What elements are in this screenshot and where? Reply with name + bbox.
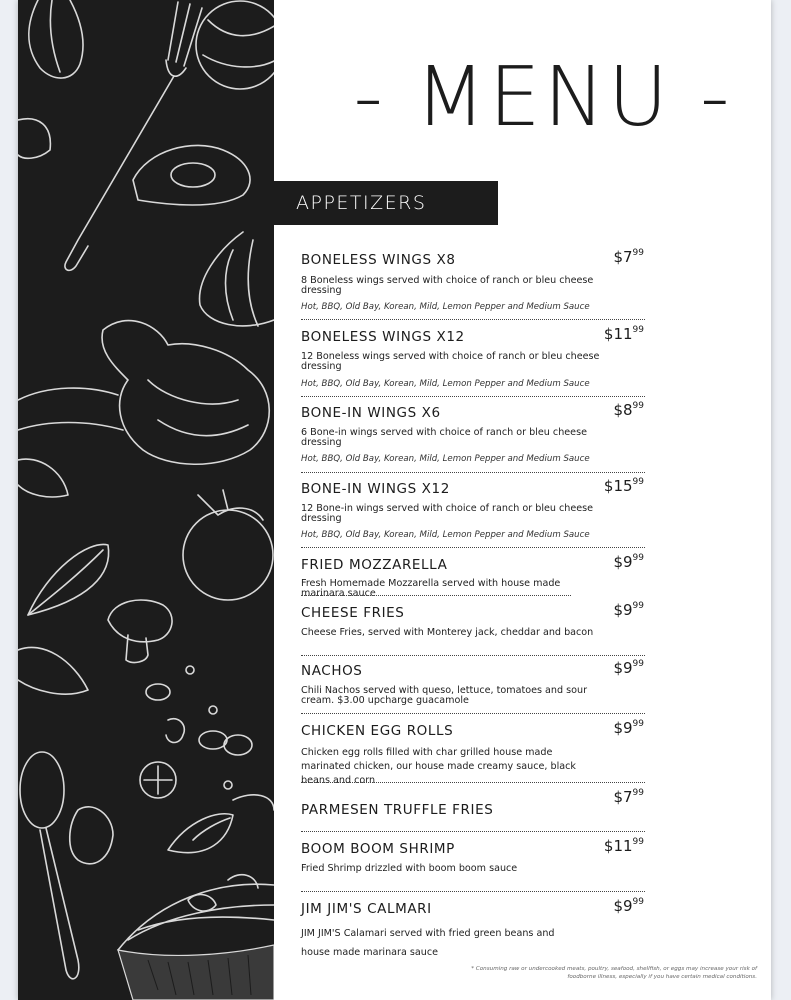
price-cents: 99 [632, 837, 644, 847]
item-description: Fried Shrimp drizzled with boom boom sauce [301, 863, 518, 874]
item-divider [301, 319, 645, 320]
item-divider [301, 891, 645, 892]
item-price [604, 837, 644, 855]
price-dollars: $9 [613, 897, 633, 915]
section-header-appetizers [274, 181, 498, 225]
item-price [604, 477, 644, 495]
menu-title: - MENU - [353, 50, 733, 145]
item-price [613, 248, 644, 266]
item-description: Chicken egg rolls filled with char grilled house made marinated chicken, our house made creamy sauce, black beans and corn [301, 747, 576, 786]
item-divider [301, 595, 571, 596]
price-cents: 99 [632, 788, 644, 798]
item-name: BONE-IN WINGS X12 [301, 481, 450, 497]
item-price [613, 719, 644, 737]
price-cents: 99 [632, 477, 644, 487]
item-name: BOOM BOOM SHRIMP [301, 841, 455, 857]
item-description: 8 Boneless wings served with choice of ranch or bleu cheese dressing [301, 275, 594, 296]
price-cents: 99 [632, 248, 644, 258]
price-dollars: $7 [613, 248, 633, 266]
price-dollars: $11 [603, 837, 633, 855]
item-name: BONELESS WINGS X12 [301, 329, 465, 345]
item-price [613, 897, 644, 915]
item-divider [301, 396, 645, 397]
item-divider [301, 713, 645, 714]
price-cents: 99 [632, 553, 644, 563]
price-dollars: $9 [613, 601, 633, 619]
menu-sheet [18, 0, 771, 1000]
price-dollars: $15 [603, 477, 633, 495]
item-name: FRIED MOZZARELLA [301, 557, 448, 573]
item-price [604, 325, 644, 343]
section-label: APPETIZERS [296, 192, 427, 214]
price-dollars: $9 [613, 719, 633, 737]
item-price [613, 553, 644, 571]
price-cents: 99 [632, 659, 644, 669]
item-price [613, 601, 644, 619]
item-sauces: Hot, BBQ, Old Bay, Korean, Mild, Lemon Pepper and Medium Sauce [301, 302, 590, 312]
price-cents: 99 [632, 325, 644, 335]
food-illustration [18, 0, 274, 1000]
item-name: CHEESE FRIES [301, 605, 405, 621]
price-cents: 99 [632, 401, 644, 411]
item-sauces: Hot, BBQ, Old Bay, Korean, Mild, Lemon Pepper and Medium Sauce [301, 530, 590, 540]
price-dollars: $11 [603, 325, 633, 343]
item-sauces: Hot, BBQ, Old Bay, Korean, Mild, Lemon Pepper and Medium Sauce [301, 454, 590, 464]
item-description: Fresh Homemade Mozzarella served with house made marinara sauce [301, 578, 561, 599]
price-cents: 99 [632, 719, 644, 729]
price-cents: 99 [632, 601, 644, 611]
food-sketch-panel [18, 0, 274, 1000]
item-price [613, 788, 644, 806]
item-divider [301, 831, 645, 832]
price-dollars: $9 [613, 553, 633, 571]
item-divider [301, 655, 645, 656]
item-name: BONE-IN WINGS X6 [301, 405, 441, 421]
item-name: PARMESEN TRUFFLE FRIES [301, 802, 494, 818]
item-description: Chili Nachos served with queso, lettuce, tomatoes and sour cream. $3.00 upcharge guacamole [301, 685, 588, 706]
food-safety-footnote: * Consuming raw or undercooked meats, poultry, seafood, shellfish, or eggs may increase your risk of foodborne illness, especially if you have certain medical conditions. [471, 966, 757, 980]
item-name: BONELESS WINGS X8 [301, 252, 456, 268]
price-cents: 99 [632, 897, 644, 907]
item-name: NACHOS [301, 663, 363, 679]
price-dollars: $7 [613, 788, 633, 806]
item-divider [301, 547, 645, 548]
item-price [613, 401, 644, 419]
price-dollars: $9 [613, 659, 633, 677]
item-description: JIM JIM'S Calamari served with fried green beans and house made marinara sauce [301, 928, 555, 958]
item-description: Cheese Fries, served with Monterey jack, cheddar and bacon [301, 627, 594, 638]
item-name: CHICKEN EGG ROLLS [301, 723, 454, 739]
item-description: 12 Boneless wings served with choice of ranch or bleu cheese dressing [301, 351, 600, 372]
item-description: 6 Bone-in wings served with choice of ranch or bleu cheese dressing [301, 427, 587, 448]
item-divider [301, 782, 645, 783]
item-sauces: Hot, BBQ, Old Bay, Korean, Mild, Lemon Pepper and Medium Sauce [301, 379, 590, 389]
item-price [613, 659, 644, 677]
item-description: 12 Bone-in wings served with choice of ranch or bleu cheese dressing [301, 503, 594, 524]
item-divider [301, 472, 645, 473]
price-dollars: $8 [613, 401, 633, 419]
item-name: JIM JIM'S CALMARI [301, 901, 432, 917]
